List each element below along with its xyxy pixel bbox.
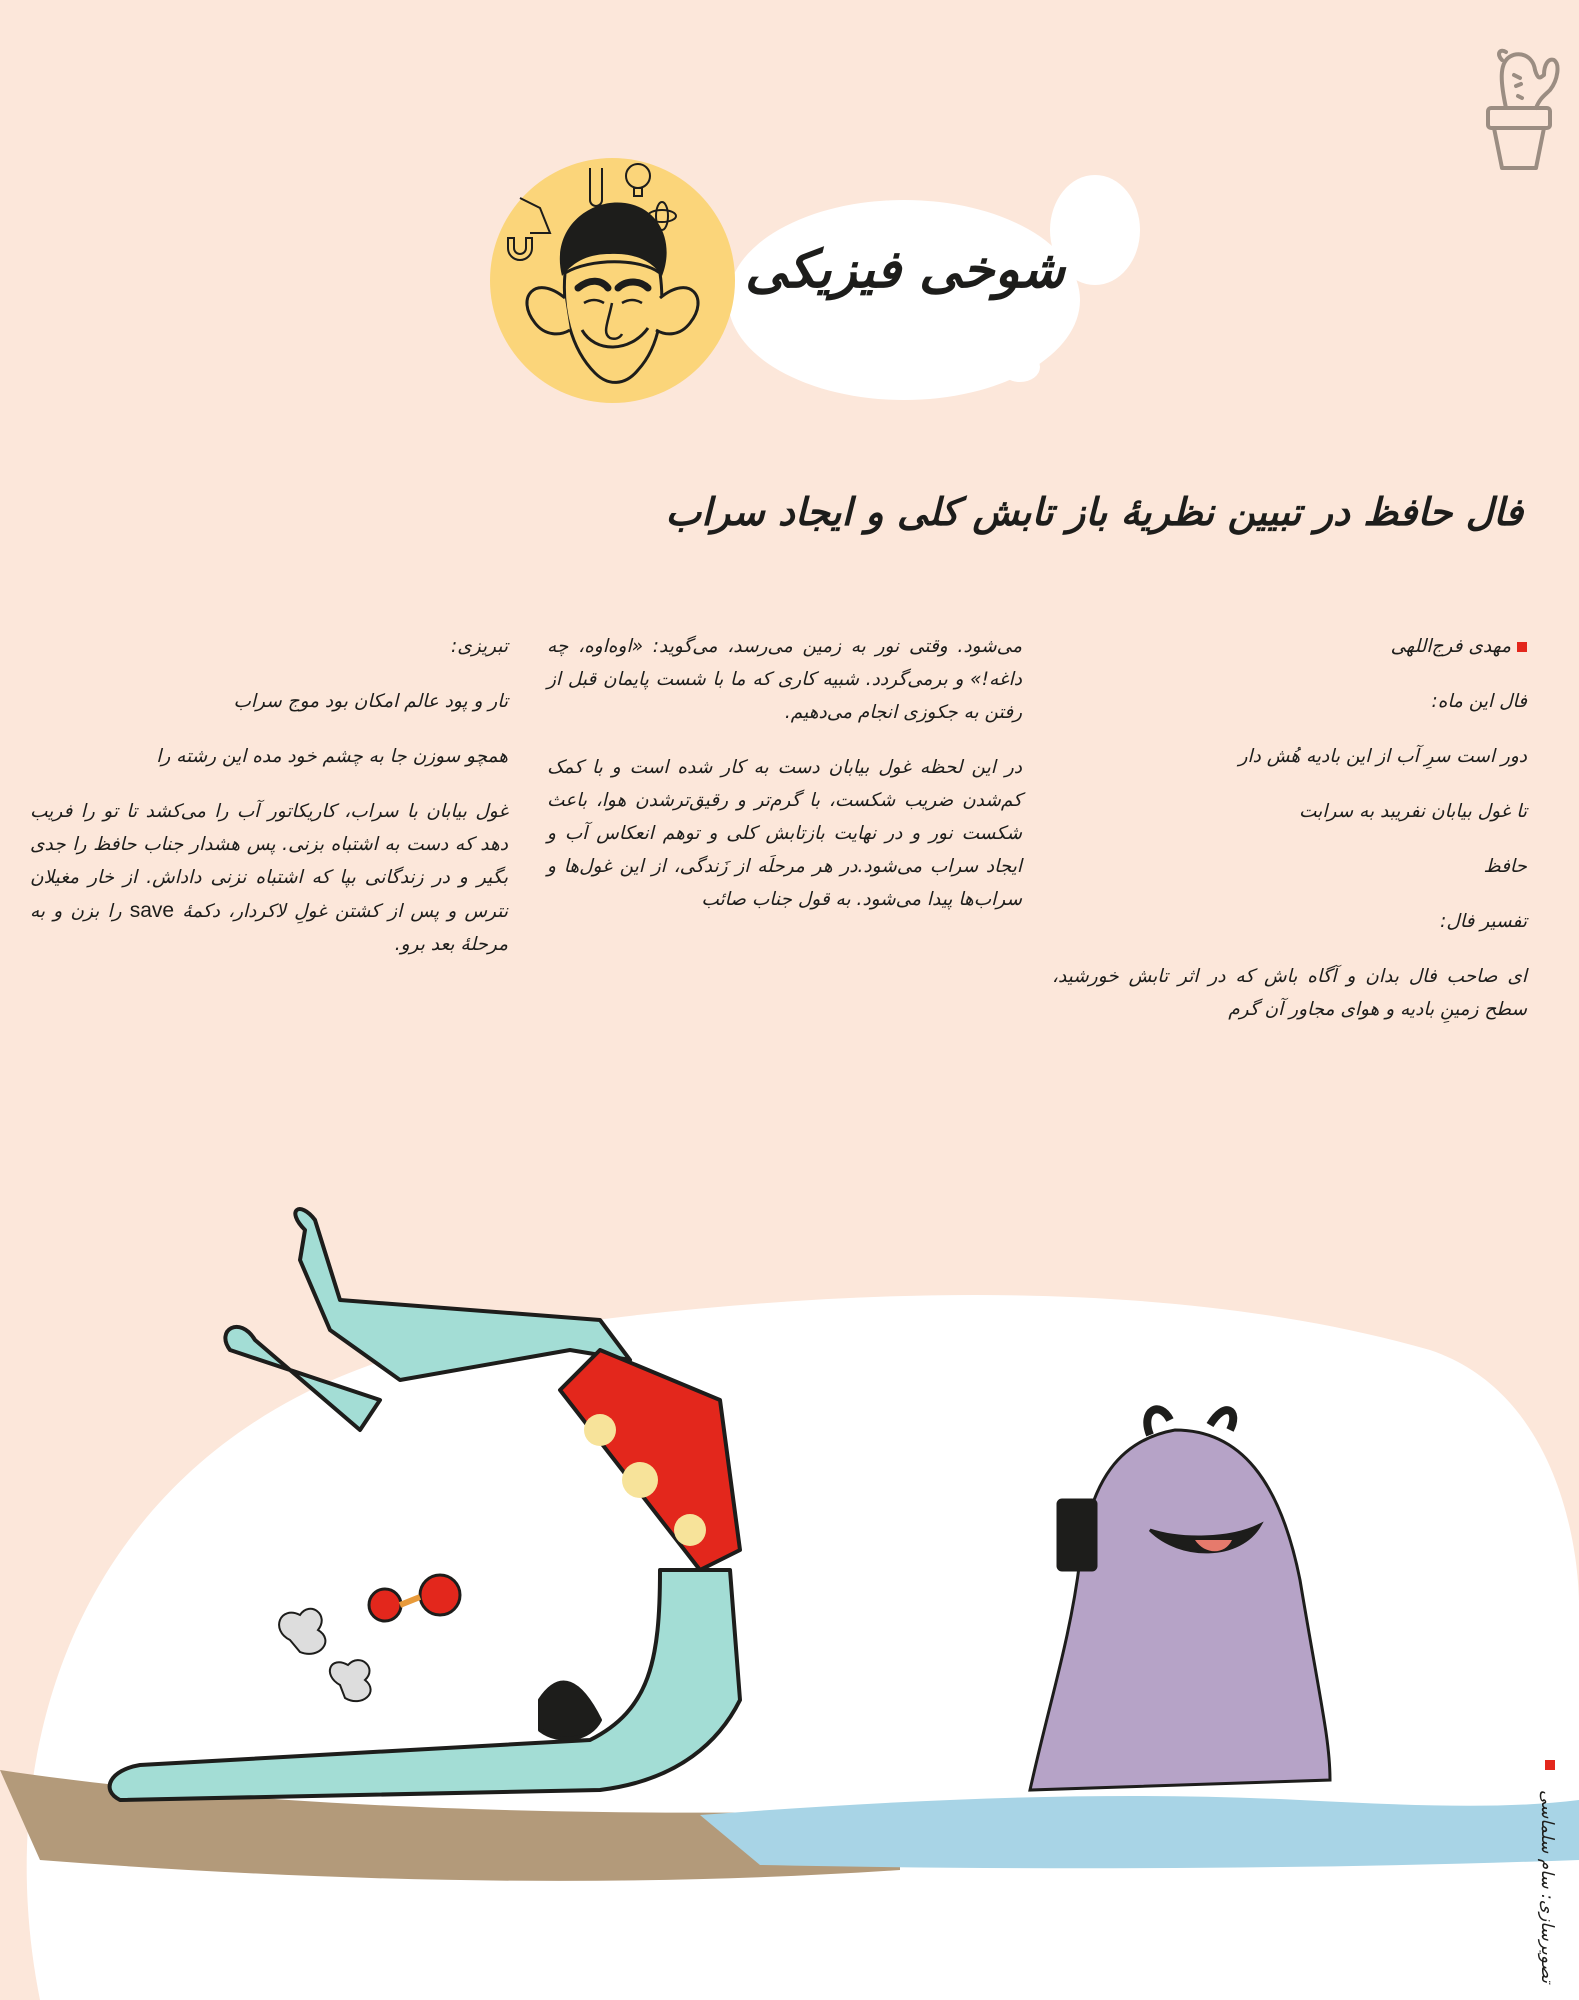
text-column-left — [30, 630, 508, 961]
paragraph: می‌شود. وقتی نور به زمین می‌رسد، می‌گوید: «اوه‌اوه، چه داغه!» و برمی‌گردد. شبیه کاری که ما با شست پایمان قبل از رفتن به جکوزی انجام می‌دهیم. — [547, 636, 1022, 723]
thought-bubble-small — [1000, 352, 1040, 382]
cactus-pot-icon — [1478, 20, 1568, 170]
caricature-avatar — [490, 158, 735, 403]
caricature-face-icon — [490, 158, 735, 403]
bullet-square-icon — [1517, 642, 1527, 652]
verse-line: تار و پود عالم امکان بود موج سراب — [233, 691, 508, 712]
cartoon-illustration — [0, 1100, 1579, 2000]
credit-text: تصویرسازی: سام سلماسی — [1537, 1790, 1557, 1984]
author-line — [1052, 630, 1527, 663]
paragraph — [30, 795, 508, 961]
paragraph: در این لحظه غول بیابان دست به کار شده است و با کمک کم‌شدن ضریب شکست، با گرم‌تر و رقیق‌ترشدن هوا، باعث شکست نور و در نهایت بازتابش کلی و توهم انعکاس آب و ایجاد سراب می‌شود.در هر مرحلَه از زَندگی، از این غول‌ها و سراب‌ها پیدا می‌شود. به قول جناب صائب — [547, 757, 1022, 910]
section-title: شوخی فیزیکی — [745, 240, 1065, 300]
poet-name: تبریزی: — [450, 636, 508, 657]
text-column-right — [1052, 630, 1527, 1026]
tafsir-label: تفسیر فال: — [1440, 911, 1527, 932]
paragraph-text: را بزن و به مرحلهٔ بعد برو. — [30, 901, 508, 955]
paragraph: ای صاحب فال بدان و آگاه باش که در اثر تابش خورشید، سطح زمینِ بادیه و هوای مجاور آن گرم — [1052, 966, 1527, 1020]
white-mirage-oval — [27, 1295, 1579, 2000]
mirage-water — [700, 1796, 1579, 1868]
fal-label: فال این ماه: — [1431, 691, 1527, 712]
article-title: فال حافظ در تبیین نظریهٔ باز تابش کلی و ایجاد سراب — [665, 490, 1523, 534]
illustration-credit — [1537, 1760, 1567, 2000]
bullet-square-icon — [1545, 1760, 1555, 1770]
text-column-middle — [547, 630, 1022, 916]
paragraph-text: غول بیابان با سراب، کاریکاتور آب را می‌کشد تا تو را فریب دهد که دست به اشتباه بزنی. پس هشدار جناب حافظ را جدی بگیر و در زندگانی بپا که اشتباه نزنی داداش. از خار مغیلان نترس و پس از کشتن غولِ لاکردار، دکمهٔ — [30, 801, 508, 922]
poet-name: حافظ — [1483, 856, 1527, 877]
verse-line: تا غول بیابان نفریبد به سرابت — [1299, 801, 1527, 822]
author-name: مهدی فرج‌اللهی — [1390, 636, 1511, 657]
save-word: save — [129, 899, 175, 922]
verse-line: دور است سرِ آب از این بادیه هُش دار — [1238, 746, 1527, 767]
verse-line: همچو سوزن جا به چشم خود مده این رشته را — [156, 746, 508, 767]
